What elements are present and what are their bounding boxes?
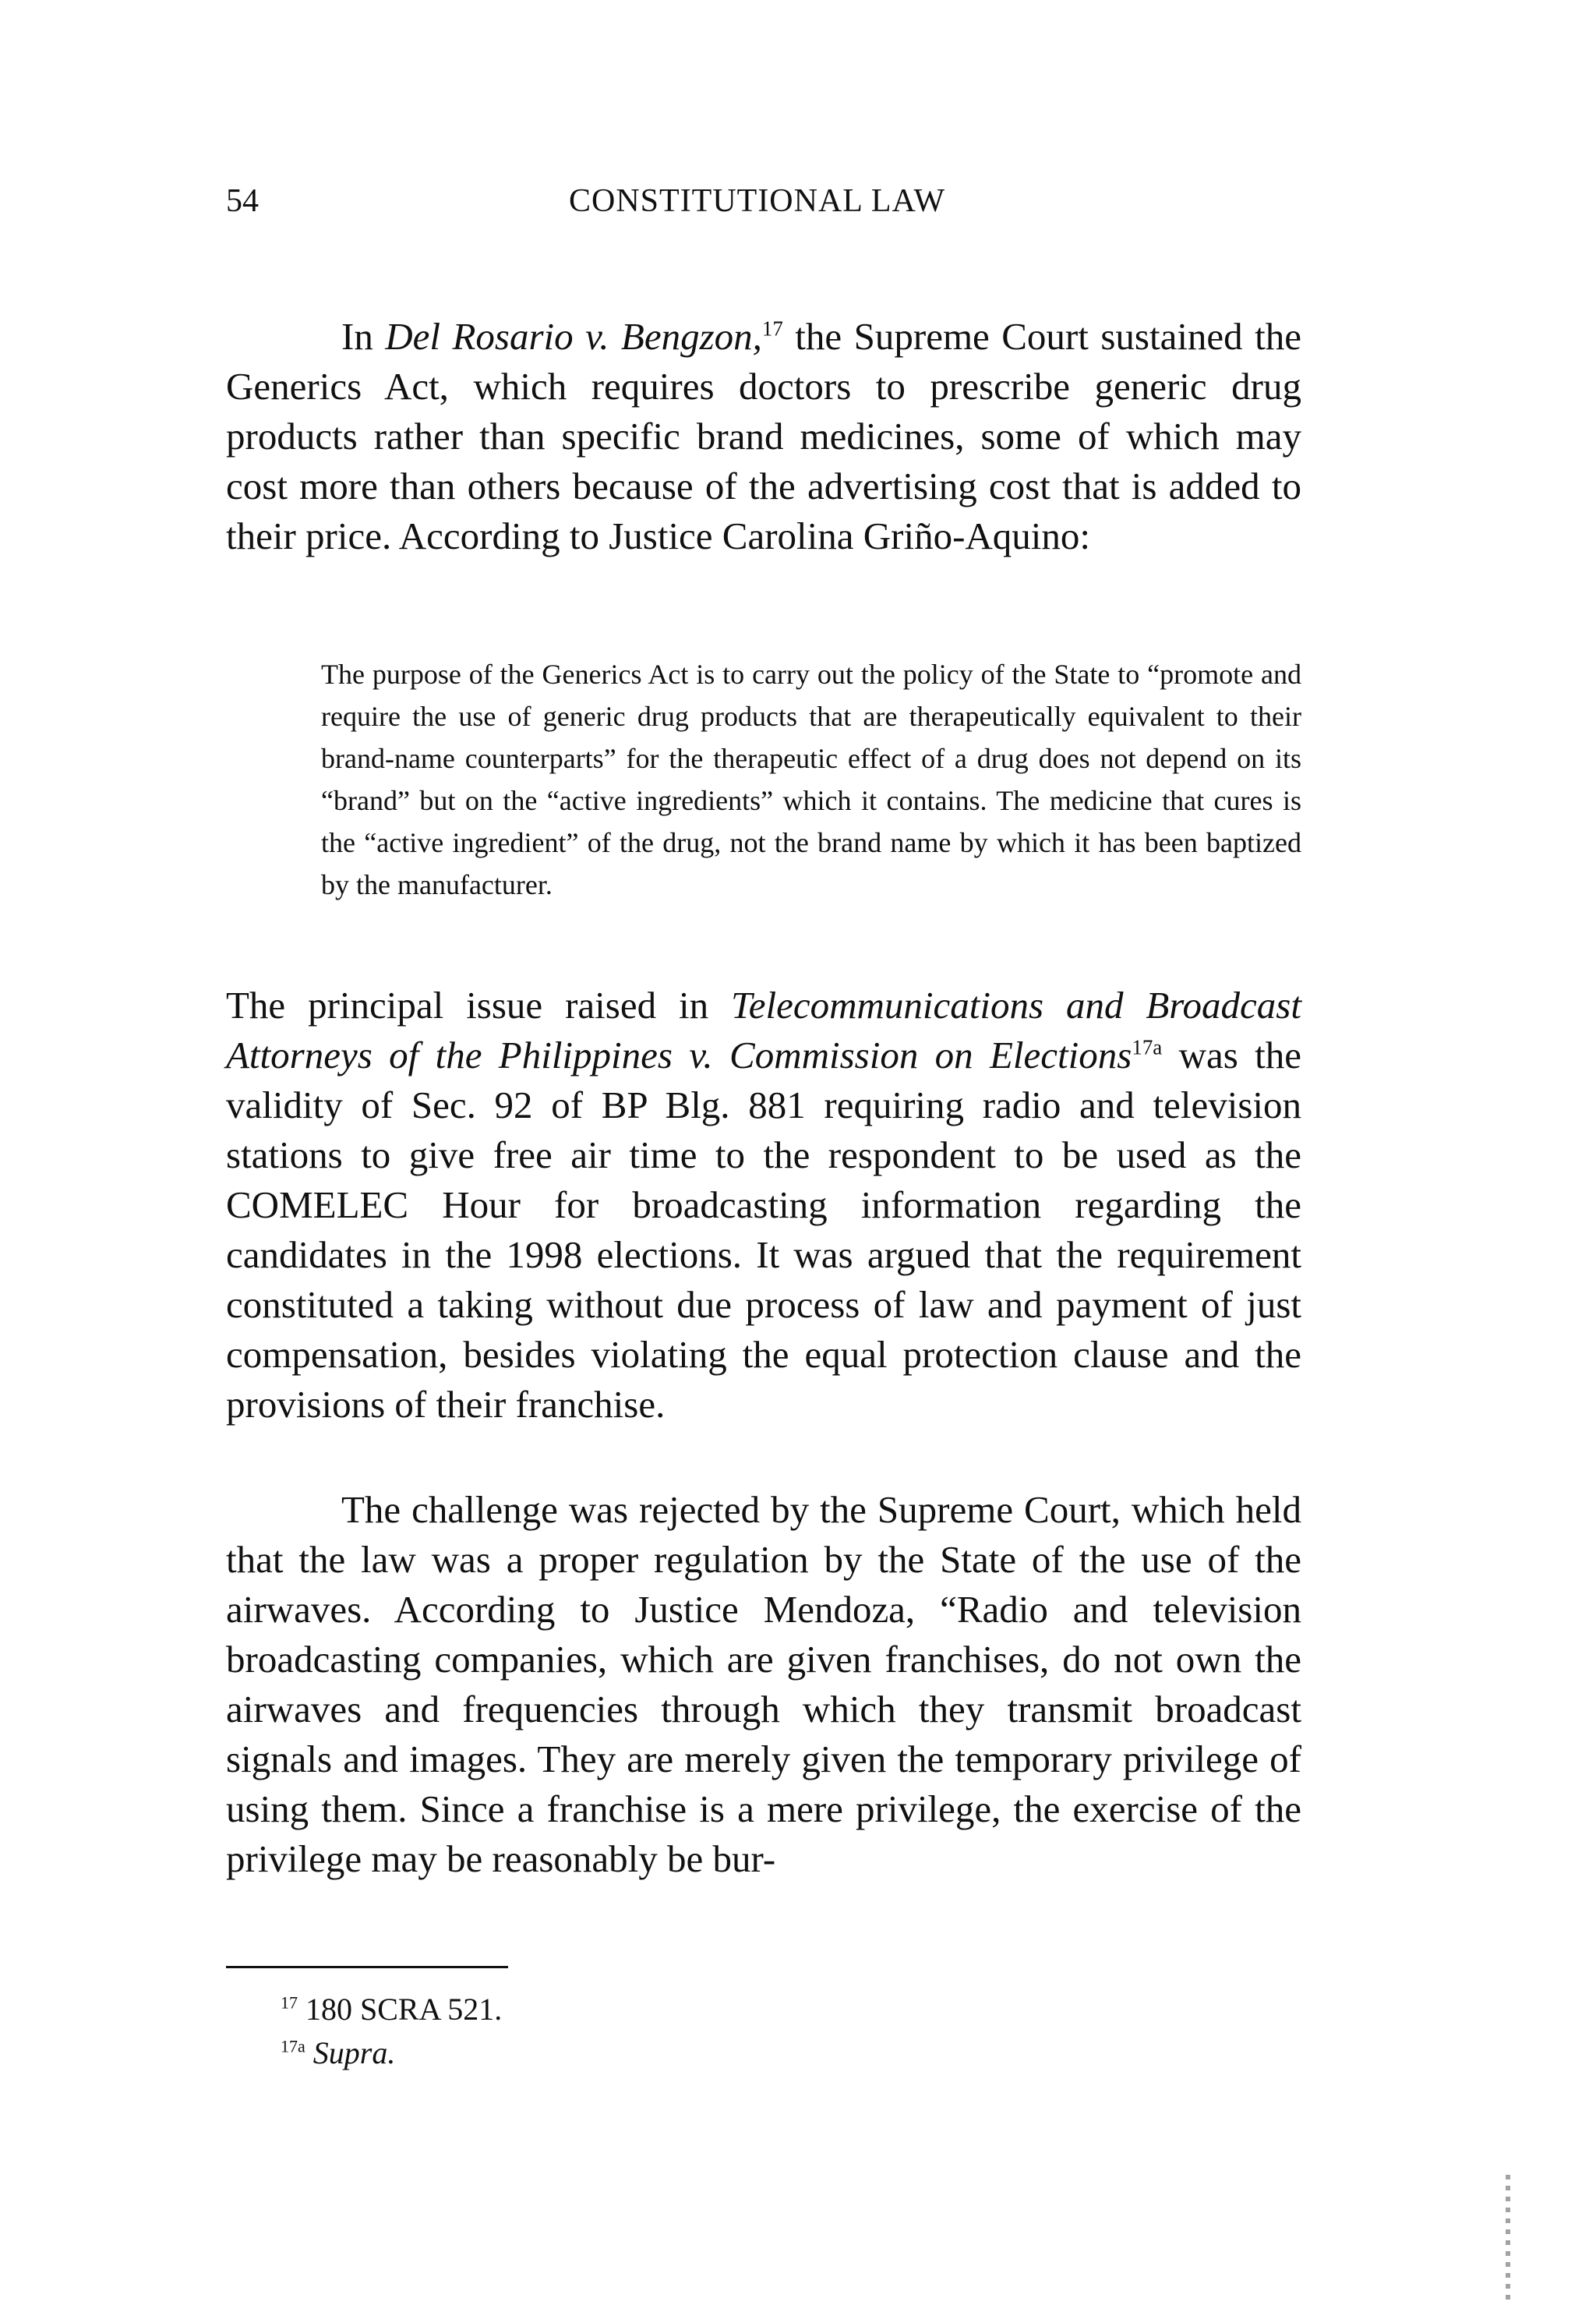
paragraph-text: was the validity of Sec. 92 of BP Blg. 881 requiring radio and television stations to give free air time to the respondent to be used as the COMELEC Hour for broadcasting information regarding the candidates in the 1998 elections. It was argued that the requirement constituted a taking without due process of law and payment of just compensation, besides violating the equal protection clause and the provisions of their franchise. (226, 1034, 1301, 1426)
paragraph-challenge: The challenge was rejected by the Supreme Court, which held that the law was a proper regulation by the State of the use of the airwaves. According to Justice Mendoza, “Radio and television broadcasting companies, which are given franchises, do not own the airwaves and frequencies through which they transmit broadcast signals and images. They are merely given the temporary privilege of using them. Since a franchise is a mere privilege, the exercise of the privilege may be reasonably be bur- (226, 1488, 1301, 1880)
running-header (226, 178, 1317, 224)
header-title: CONSTITUTIONAL LAW (569, 183, 946, 219)
footnote-17a (281, 2031, 982, 2075)
footnote-marker: 17 (281, 1992, 298, 2013)
footnote-text: Supra. (305, 2035, 396, 2070)
paragraph-lead: In (341, 315, 386, 358)
paragraph-text: the Supreme Court sustained the Generics Act, which requires doctors to prescribe generic drug products rather than specific brand medicines, some of which may cost more than others because of the advertising cost that is added to their price. According to Justice Carolina Griño-Aquino: (226, 315, 1301, 557)
page-number: 54 (226, 183, 259, 219)
paragraph-telecommunications (226, 981, 1301, 1430)
footnote-text: 180 SCRA 521. (298, 1992, 503, 2027)
footnote-reference: 17a (1132, 1035, 1163, 1059)
footnote-17 (281, 1988, 982, 2031)
footnote-reference: 17 (761, 316, 783, 341)
block-quote-generics-act: The purpose of the Generics Act is to carry out the policy of the State to “promote and require the use of generic drug products that are therapeutically equivalent to their brand-name counterparts” for the therapeutic effect of a drug does not depend on its “brand” but on the “active ingredients” which it contains. The medicine that cures is the “active ingredient” of the drug, not the brand name by which it has been baptized by the manufacturer. (321, 659, 1301, 900)
case-name-del-rosario: Del Rosario v. Bengzon, (385, 315, 762, 358)
scan-artifact (1506, 2175, 1510, 2300)
footnotes (281, 1988, 982, 2075)
footnote-marker: 17a (281, 2036, 305, 2056)
paragraph-del-rosario (226, 312, 1301, 561)
paragraph-lead: The principal issue raised in (226, 984, 731, 1027)
footnote-divider (226, 1966, 508, 1968)
case-name-telecommunications: Telecommunications and Broadcast Attorneys of the Philippines v. Commission on Elections (226, 984, 1301, 1076)
